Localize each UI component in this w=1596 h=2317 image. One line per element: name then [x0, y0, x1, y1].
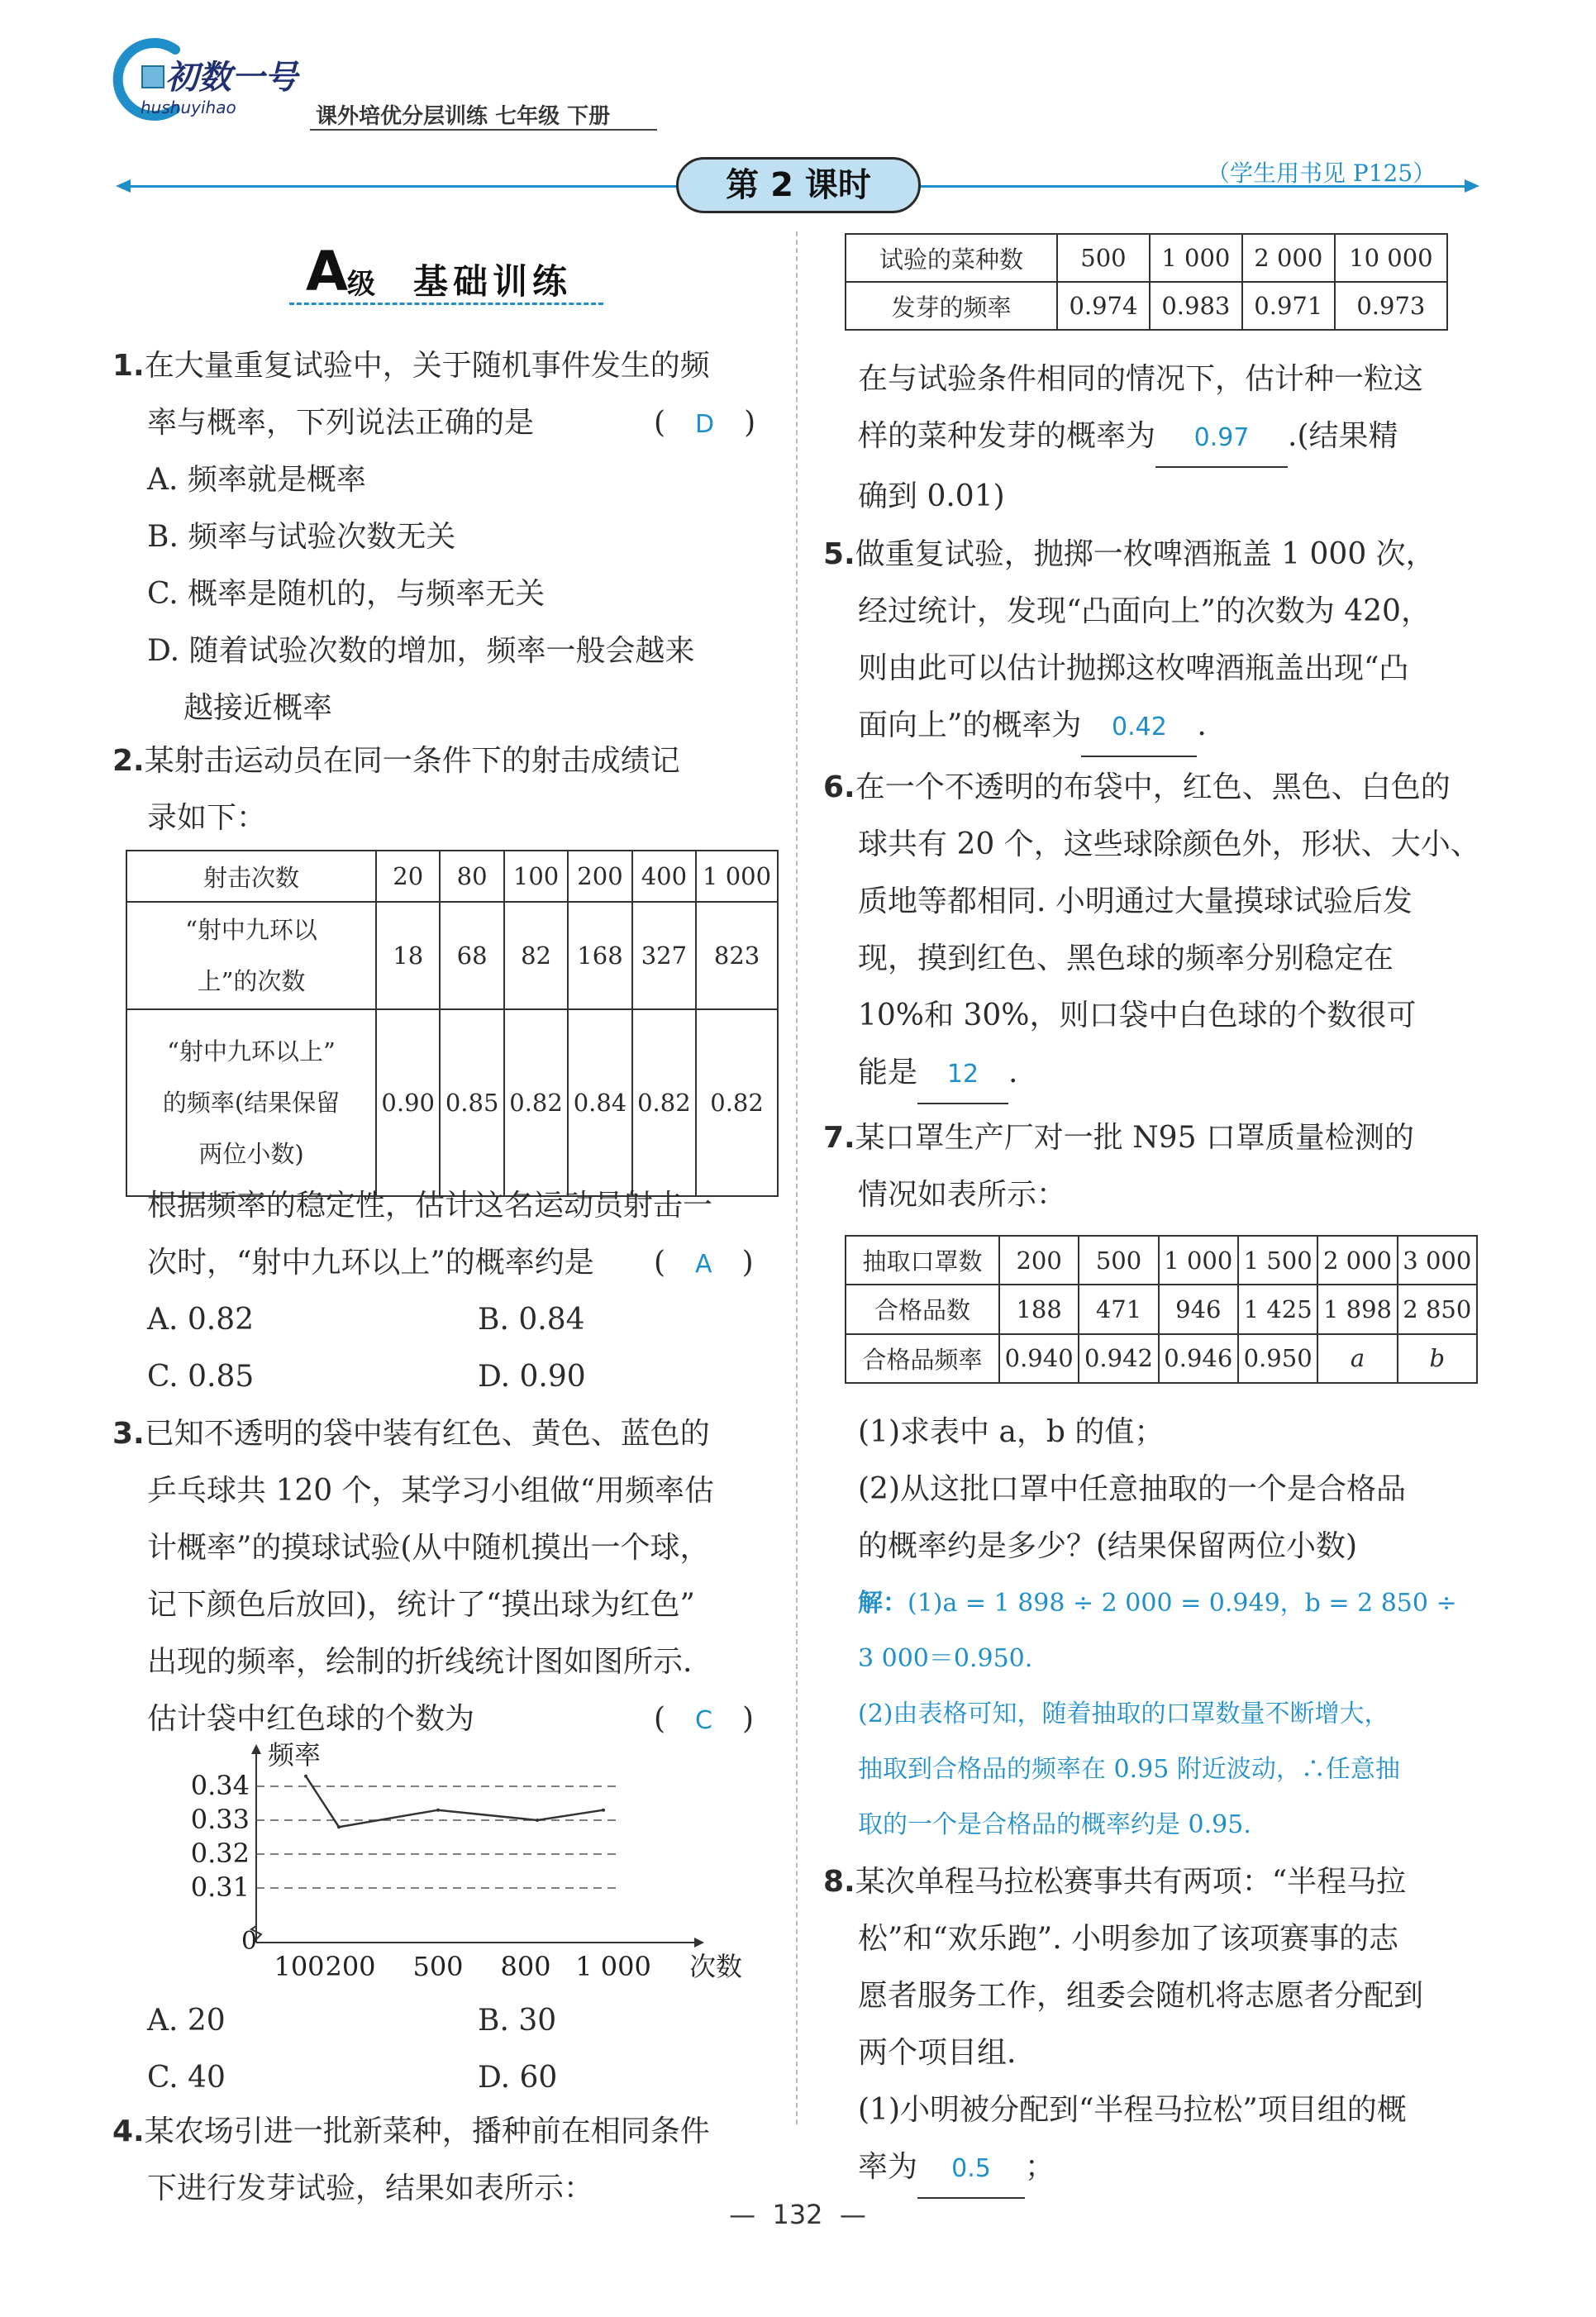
q7-good-cell: 2 850 — [1398, 1285, 1477, 1333]
q3-line-6: 估计袋中红色球的个数为 — [147, 1702, 475, 1736]
header-underline — [310, 129, 657, 131]
q7-part-2a: (2)从这批口罩中任意抽取的一个是合格品 — [858, 1472, 1406, 1506]
q4-cont-2: 样的菜种发芽的概率为 — [858, 419, 1156, 453]
question-7 — [823, 1109, 1484, 1223]
q6-line-3: 质地等都相同. 小明通过大量摸球试验后发 — [858, 884, 1413, 918]
q4-line-2: 下进行发芽试验，结果如表所示： — [147, 2172, 594, 2205]
series-title — [316, 99, 610, 130]
x-tick-label: 200 — [325, 1951, 376, 1982]
q6-line-1: 在一个不透明的布袋中，红色、黑色、白色的 — [855, 770, 1451, 804]
q5-line-4: 面向上”的概率为 — [858, 708, 1082, 742]
q7-freq-cell: b — [1398, 1334, 1477, 1383]
q7-header-freq: 合格品频率 — [846, 1334, 999, 1383]
q8-number: 8. — [823, 1865, 855, 1899]
q7-good-cell: 946 — [1159, 1285, 1238, 1333]
q2-answer-bracket: ( A ) — [654, 1246, 754, 1280]
q8-line-5: (1)小明被分配到“半程马拉松”项目组的概 — [858, 2093, 1407, 2127]
q8-answer: 0.5 — [917, 2140, 1025, 2199]
q2-after-1: 根据频率的稳定性，估计这名运动员射击一 — [147, 1189, 713, 1223]
origin-label: 0 — [241, 1927, 258, 1956]
q2-number: 2. — [112, 744, 145, 778]
question-7-parts — [858, 1404, 1486, 1575]
q5-number: 5. — [823, 537, 855, 571]
q6-line-6: 能是 — [858, 1056, 918, 1089]
q2-header-shots: 射击次数 — [126, 851, 376, 902]
q1-number: 1. — [112, 349, 145, 383]
q2-hits-cell: 82 — [504, 902, 568, 1009]
level-label: 级 — [347, 268, 375, 301]
q3-options — [147, 1992, 775, 2106]
q7-number: 7. — [823, 1121, 855, 1155]
q7-good-cell: 471 — [1079, 1285, 1158, 1333]
q7-line-2: 情况如表所示： — [858, 1178, 1067, 1212]
data-point — [337, 1825, 341, 1828]
y-axis-label: 频率 — [268, 1739, 322, 1771]
q7-samples-cell: 200 — [999, 1236, 1079, 1285]
question-2 — [112, 732, 774, 846]
q2-stem-2: 录如下： — [147, 801, 267, 835]
q1-option-d: D. 随着试验次数的增加，频率一般会越来 — [147, 634, 695, 668]
q7-solution-label: 解： — [858, 1589, 908, 1618]
page-number-value: 132 — [772, 2199, 823, 2230]
q2-answer: A — [695, 1250, 712, 1279]
q2-hits-cell: 823 — [696, 902, 778, 1009]
q2-option-a: A. 0.82 — [147, 1303, 255, 1337]
q7-solution-2c: 取的一个是合格品的概率约是 0.95. — [858, 1810, 1251, 1839]
q5-line-1: 做重复试验，抛掷一枚啤酒瓶盖 1 000 次， — [855, 537, 1436, 571]
q2-shots-cell: 200 — [568, 851, 631, 902]
q7-solution-2b: 抽取到合格品的频率在 0.95 附近波动，∴任意抽 — [858, 1755, 1400, 1784]
q2-header-hits — [126, 902, 376, 1009]
q2-header-hits-1: “射中九环以 — [185, 916, 317, 944]
q2-freq-cell: 0.84 — [568, 1009, 631, 1196]
q2-after-2: 次时，“射中九环以上”的概率约是 — [147, 1246, 594, 1280]
q1-option-b: B. 频率与试验次数无关 — [147, 520, 456, 554]
q7-good-cell: 1 425 — [1238, 1285, 1317, 1333]
q6-line-5: 10%和 30%，则口袋中白色球的个数很可 — [858, 999, 1417, 1032]
q2-header-freq-3: 两位小数) — [198, 1140, 304, 1168]
x-tick-label: 500 — [412, 1951, 464, 1982]
q2-freq-cell: 0.82 — [696, 1009, 778, 1196]
q2-option-c: C. 0.85 — [147, 1360, 255, 1394]
volume-label: 下册 — [567, 104, 611, 129]
lesson-title-badge: 第 2 课时 — [676, 157, 921, 213]
y-tick-label: 0.32 — [190, 1838, 250, 1869]
question-4 — [112, 2103, 774, 2217]
logo-text: 初数一号 — [165, 59, 298, 97]
q3-answer: C — [695, 1706, 712, 1735]
q6-end: . — [1008, 1056, 1018, 1089]
title-rule-left — [122, 185, 684, 188]
q6-line-2: 球共有 20 个，这些球除颜色外，形状、大小、 — [858, 827, 1480, 861]
q8-line-3: 愿者服务工作，组委会随机将志愿者分配到 — [858, 1979, 1424, 2013]
q8-line-2: 松”和“欢乐跑”. 小明参加了该项赛事的志 — [858, 1922, 1399, 1956]
q3-line-4: 记下颜色后放回)，统计了“摸出球为红色” — [147, 1588, 695, 1622]
q7-samples-cell: 2 000 — [1317, 1236, 1397, 1285]
question-5 — [823, 526, 1484, 757]
question-6 — [823, 759, 1484, 1104]
data-point — [536, 1819, 539, 1822]
q5-line-2: 经过统计，发现“凸面向上”的次数为 420， — [858, 594, 1431, 628]
q2-header-freq — [126, 1009, 376, 1196]
y-tick-label: 0.34 — [190, 1770, 250, 1801]
q3-line-3: 计概率”的摸球试验(从中随机摸出一个球， — [147, 1531, 710, 1565]
q1-answer: D — [695, 410, 715, 439]
q2-header-hits-2: 上”的次数 — [197, 967, 306, 995]
q6-answer: 12 — [917, 1046, 1008, 1104]
question-1 — [112, 337, 774, 737]
data-line — [306, 1776, 603, 1828]
q4-header-count: 试验的菜种数 — [846, 234, 1057, 282]
q1-answer-bracket: ( D ) — [654, 406, 756, 440]
q7-freq-cell: 0.950 — [1238, 1334, 1317, 1383]
q7-part-1: (1)求表中 a，b 的值； — [858, 1415, 1165, 1449]
q8-line-4: 两个项目组. — [858, 2036, 1017, 2070]
q3-line-1: 已知不透明的袋中装有红色、黄色、蓝色的 — [144, 1417, 710, 1451]
q5-end: . — [1197, 708, 1207, 742]
q4-line-1: 某农场引进一批新菜种，播种前在相同条件 — [144, 2114, 710, 2148]
q5-answer: 0.42 — [1081, 698, 1197, 757]
q4-freq-cell: 0.971 — [1242, 282, 1335, 330]
data-point — [304, 1775, 307, 1778]
x-tick-label: 100 — [274, 1951, 325, 1982]
q7-header-samples: 抽取口罩数 — [846, 1236, 999, 1285]
q3-answer-bracket: ( C ) — [654, 1702, 755, 1736]
page-number: — 132 — — [729, 2199, 866, 2230]
q1-stem-2: 率与概率，下列说法正确的是 — [147, 406, 535, 440]
q3-number: 3. — [112, 1417, 145, 1451]
q7-freq-cell: a — [1317, 1334, 1397, 1383]
q2-shots-cell: 1 000 — [696, 851, 778, 902]
q3-option-c: C. 40 — [147, 2061, 226, 2095]
q8-line-1: 某次单程马拉松赛事共有两项：“半程马拉 — [855, 1865, 1407, 1899]
y-tick-label: 0.31 — [190, 1871, 250, 1903]
q1-stem-1: 在大量重复试验中，关于随机事件发生的频 — [144, 349, 710, 383]
q7-table — [845, 1235, 1478, 1384]
y-axis-arrow — [251, 1744, 261, 1754]
q4-table — [845, 233, 1448, 331]
arrow-right-icon — [1463, 178, 1479, 194]
q3-option-d: D. 60 — [478, 2061, 558, 2095]
q3-option-a: A. 20 — [147, 2004, 226, 2038]
q2-header-freq-2: 的频率(结果保留 — [162, 1089, 341, 1117]
q7-samples-cell: 3 000 — [1398, 1236, 1477, 1285]
q7-solution-1a: (1)a = 1 898 ÷ 2 000 = 0.949，b = 2 850 ÷ — [908, 1589, 1457, 1618]
q4-number: 4. — [112, 2114, 145, 2148]
q2-freq-cell: 0.85 — [440, 1009, 503, 1196]
q4-count-cell: 1 000 — [1150, 234, 1242, 282]
level-badge: A — [306, 240, 349, 303]
series-name: 课外培优分层训练 — [316, 104, 488, 129]
q2-option-d: D. 0.90 — [478, 1360, 586, 1394]
q4-header-freq: 发芽的频率 — [846, 282, 1057, 330]
q2-freq-cell: 0.90 — [376, 1009, 440, 1196]
q3-line-5: 出现的频率，绘制的折线统计图如图所示. — [147, 1645, 693, 1679]
q2-table — [126, 850, 779, 1197]
section-underline — [289, 303, 603, 305]
question-8 — [823, 1853, 1484, 2199]
column-divider — [796, 231, 798, 2124]
q2-freq-cell: 0.82 — [632, 1009, 696, 1196]
q4-cont-3: 确到 0.01) — [858, 479, 1005, 513]
q8-line-6: 率为 — [858, 2150, 918, 2184]
q1-option-c: C. 概率是随机的，与频率无关 — [147, 577, 545, 611]
q7-line-1: 某口罩生产厂对一批 N95 口罩质量检测的 — [855, 1121, 1414, 1155]
q2-header-freq-1: “射中九环以上” — [167, 1037, 336, 1066]
grade-label: 七年级 — [495, 104, 560, 129]
q8-end: ； — [1025, 2150, 1055, 2184]
q7-header-good: 合格品数 — [846, 1285, 999, 1333]
q2-shots-cell: 80 — [440, 851, 503, 902]
q2-shots-cell: 400 — [632, 851, 696, 902]
q2-hits-cell: 327 — [632, 902, 696, 1009]
q4-cont-1: 在与试验条件相同的情况下，估计种一粒这 — [858, 362, 1424, 396]
q7-samples-cell: 1 000 — [1159, 1236, 1238, 1285]
data-point — [602, 1809, 605, 1812]
q2-shots-cell: 100 — [504, 851, 568, 902]
data-point — [436, 1809, 440, 1812]
q2-shots-cell: 20 — [376, 851, 440, 902]
q2-freq-cell: 0.82 — [504, 1009, 568, 1196]
q7-solution-2a: (2)由表格可知，随着抽取的口罩数量不断增大， — [858, 1700, 1389, 1728]
q5-line-3: 则由此可以估计抛掷这枚啤酒瓶盖出现“凸 — [858, 651, 1409, 685]
q7-good-cell: 1 898 — [1317, 1285, 1397, 1333]
logo-subtext: hushuyihao — [141, 98, 236, 117]
section-title: 基础训练 — [413, 261, 573, 302]
q2-hits-cell: 168 — [568, 902, 631, 1009]
q7-samples-cell: 1 500 — [1238, 1236, 1317, 1285]
q4-freq-cell: 0.973 — [1335, 282, 1447, 330]
q7-freq-cell: 0.942 — [1079, 1334, 1158, 1383]
question-3 — [112, 1405, 774, 1747]
q4-freq-cell: 0.974 — [1057, 282, 1150, 330]
q2-option-b: B. 0.84 — [478, 1303, 585, 1337]
q3-option-b: B. 30 — [478, 2004, 557, 2038]
q1-option-d-cont: 越接近概率 — [183, 691, 333, 725]
x-axis-arrow — [694, 1938, 704, 1948]
q6-number: 6. — [823, 770, 855, 804]
q4-cont-2-end: .(结果精 — [1288, 419, 1398, 453]
question-4-cont — [858, 350, 1486, 525]
q7-part-2b: 的概率约是多少？(结果保留两位小数) — [858, 1529, 1358, 1563]
q7-samples-cell: 500 — [1079, 1236, 1158, 1285]
q4-freq-cell: 0.983 — [1150, 282, 1242, 330]
section-heading — [289, 240, 612, 311]
q7-good-cell: 188 — [999, 1285, 1079, 1333]
q7-solution — [858, 1576, 1486, 1852]
question-2-after — [147, 1177, 775, 1405]
q2-stem-1: 某射击运动员在同一条件下的射击成绩记 — [144, 744, 680, 778]
arrow-left-icon — [116, 178, 132, 194]
x-axis-label: 次数 — [689, 1951, 743, 1982]
q7-freq-cell: 0.946 — [1159, 1334, 1238, 1383]
q7-freq-cell: 0.940 — [999, 1334, 1079, 1383]
q6-line-4: 现，摸到红色、黑色球的频率分别稳定在 — [858, 942, 1394, 975]
student-book-ref: （学生用书见 P125） — [1207, 160, 1436, 187]
q7-solution-1b: 3 000＝0.950. — [858, 1644, 1033, 1673]
y-tick-label: 0.33 — [190, 1804, 250, 1835]
q4-count-cell: 2 000 — [1242, 234, 1335, 282]
q4-answer: 0.97 — [1155, 409, 1288, 468]
q3-line-2: 乒乓球共 120 个，某学习小组做“用频率估 — [147, 1474, 715, 1508]
q3-line-chart — [190, 1739, 743, 1992]
x-tick-label: 1 000 — [575, 1951, 651, 1982]
q2-hits-cell: 68 — [440, 902, 503, 1009]
q4-count-cell: 10 000 — [1335, 234, 1447, 282]
q2-hits-cell: 18 — [376, 902, 440, 1009]
q1-option-a: A. 频率就是概率 — [147, 463, 366, 497]
x-tick-label: 800 — [500, 1951, 551, 1982]
q4-count-cell: 500 — [1057, 234, 1150, 282]
